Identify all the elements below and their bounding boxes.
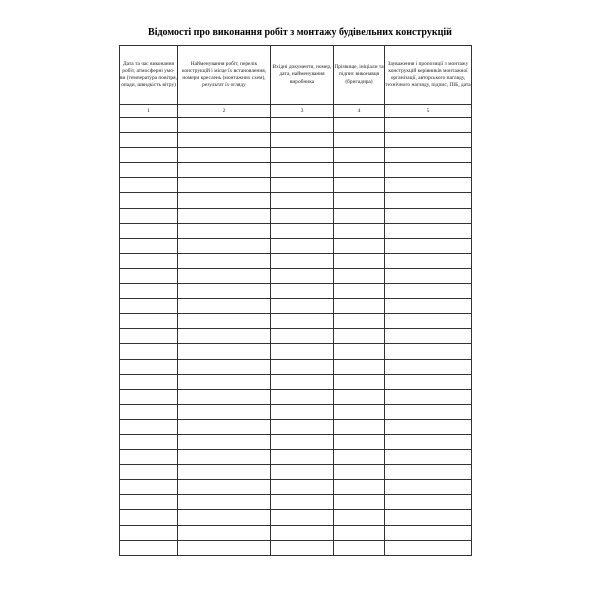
empty-cell xyxy=(385,434,472,449)
empty-cell xyxy=(334,118,385,133)
table-row xyxy=(120,404,472,419)
empty-cell xyxy=(385,389,472,404)
empty-cell xyxy=(334,148,385,163)
empty-cell xyxy=(385,374,472,389)
empty-cell xyxy=(120,299,178,314)
empty-cell xyxy=(178,389,271,404)
empty-cell xyxy=(271,223,334,238)
empty-cell xyxy=(271,419,334,434)
empty-cell xyxy=(178,253,271,268)
empty-cell xyxy=(271,193,334,208)
empty-cell xyxy=(271,465,334,480)
table-row xyxy=(120,434,472,449)
empty-cell xyxy=(120,178,178,193)
empty-cell xyxy=(178,223,271,238)
empty-cell xyxy=(271,238,334,253)
empty-cell xyxy=(385,465,472,480)
table-row xyxy=(120,299,472,314)
empty-cell xyxy=(385,495,472,510)
empty-cell xyxy=(271,299,334,314)
empty-cell xyxy=(271,268,334,283)
empty-cell xyxy=(385,329,472,344)
empty-cell xyxy=(334,389,385,404)
table-row xyxy=(120,510,472,525)
empty-cell xyxy=(178,284,271,299)
empty-cell xyxy=(178,163,271,178)
empty-cell xyxy=(120,253,178,268)
empty-cell xyxy=(334,223,385,238)
empty-cell xyxy=(334,193,385,208)
empty-cell xyxy=(334,299,385,314)
empty-cell xyxy=(334,450,385,465)
table-row xyxy=(120,238,472,253)
empty-cell xyxy=(178,178,271,193)
empty-cell xyxy=(334,359,385,374)
table-row xyxy=(120,314,472,329)
empty-cell xyxy=(385,148,472,163)
empty-cell xyxy=(120,525,178,540)
empty-cell xyxy=(385,344,472,359)
empty-cell xyxy=(334,344,385,359)
empty-cell xyxy=(271,434,334,449)
empty-cell xyxy=(334,404,385,419)
works-log-table xyxy=(119,45,472,556)
empty-cell xyxy=(120,163,178,178)
empty-cell xyxy=(120,389,178,404)
column-number: 3 xyxy=(271,105,334,118)
empty-cell xyxy=(120,540,178,555)
empty-cell xyxy=(385,163,472,178)
empty-cell xyxy=(271,404,334,419)
empty-cell xyxy=(120,118,178,133)
empty-cell xyxy=(120,480,178,495)
empty-cell xyxy=(120,208,178,223)
empty-cell xyxy=(178,404,271,419)
empty-cell xyxy=(271,525,334,540)
empty-cell xyxy=(178,434,271,449)
table-row xyxy=(120,148,472,163)
empty-cell xyxy=(385,510,472,525)
empty-cell xyxy=(120,344,178,359)
empty-cell xyxy=(385,284,472,299)
empty-cell xyxy=(271,374,334,389)
table-row xyxy=(120,495,472,510)
empty-cell xyxy=(120,495,178,510)
table-row xyxy=(120,223,472,238)
table-header-row xyxy=(120,46,472,105)
empty-cell xyxy=(120,284,178,299)
empty-cell xyxy=(178,525,271,540)
column-number: 2 xyxy=(178,105,271,118)
empty-cell xyxy=(178,374,271,389)
empty-cell xyxy=(271,495,334,510)
empty-cell xyxy=(178,193,271,208)
empty-cell xyxy=(178,133,271,148)
empty-cell xyxy=(120,133,178,148)
empty-cell xyxy=(385,525,472,540)
empty-cell xyxy=(178,329,271,344)
empty-cell xyxy=(178,540,271,555)
empty-cell xyxy=(271,480,334,495)
empty-cell xyxy=(385,480,472,495)
empty-cell xyxy=(385,404,472,419)
empty-cell xyxy=(178,148,271,163)
empty-cell xyxy=(178,510,271,525)
table-row xyxy=(120,465,472,480)
empty-cell xyxy=(120,193,178,208)
empty-cell xyxy=(271,148,334,163)
column-number-row xyxy=(120,105,472,118)
empty-cell xyxy=(385,359,472,374)
column-header-executor-signature: Прізвище, ініціали та підпис виконавця (бригадира) xyxy=(334,46,385,105)
table-row xyxy=(120,419,472,434)
empty-cell xyxy=(385,419,472,434)
table-row xyxy=(120,178,472,193)
empty-cell xyxy=(178,495,271,510)
empty-cell xyxy=(271,314,334,329)
table-body xyxy=(120,118,472,556)
empty-cell xyxy=(120,510,178,525)
empty-cell xyxy=(271,178,334,193)
empty-cell xyxy=(271,359,334,374)
empty-cell xyxy=(120,238,178,253)
column-number: 5 xyxy=(385,105,472,118)
column-header-input-documents: Вхідні документи, номер, дата, найменування виробника xyxy=(271,46,334,105)
table-row xyxy=(120,193,472,208)
table-row xyxy=(120,525,472,540)
empty-cell xyxy=(385,314,472,329)
empty-cell xyxy=(120,268,178,283)
empty-cell xyxy=(385,223,472,238)
empty-cell xyxy=(385,118,472,133)
empty-cell xyxy=(120,223,178,238)
empty-cell xyxy=(334,525,385,540)
empty-cell xyxy=(271,284,334,299)
empty-cell xyxy=(178,299,271,314)
empty-cell xyxy=(120,374,178,389)
empty-cell xyxy=(334,419,385,434)
empty-cell xyxy=(385,268,472,283)
table-row xyxy=(120,284,472,299)
empty-cell xyxy=(334,253,385,268)
empty-cell xyxy=(385,540,472,555)
empty-cell xyxy=(271,163,334,178)
empty-cell xyxy=(120,465,178,480)
empty-cell xyxy=(334,284,385,299)
empty-cell xyxy=(178,419,271,434)
empty-cell xyxy=(334,163,385,178)
table-row xyxy=(120,208,472,223)
empty-cell xyxy=(178,480,271,495)
empty-cell xyxy=(120,359,178,374)
empty-cell xyxy=(334,268,385,283)
empty-cell xyxy=(271,510,334,525)
empty-cell xyxy=(271,133,334,148)
empty-cell xyxy=(385,178,472,193)
empty-cell xyxy=(334,465,385,480)
empty-cell xyxy=(271,389,334,404)
empty-cell xyxy=(385,450,472,465)
empty-cell xyxy=(385,133,472,148)
table-row xyxy=(120,253,472,268)
empty-cell xyxy=(178,359,271,374)
empty-cell xyxy=(334,495,385,510)
column-header-date-conditions: Дата та час виконання робіт, атмосферні умо-ви (температура повітря, опади, швидкість вітру) xyxy=(120,46,178,105)
empty-cell xyxy=(178,450,271,465)
empty-cell xyxy=(334,510,385,525)
empty-cell xyxy=(120,419,178,434)
column-number: 1 xyxy=(120,105,178,118)
table-row xyxy=(120,480,472,495)
empty-cell xyxy=(334,434,385,449)
empty-cell xyxy=(120,434,178,449)
empty-cell xyxy=(271,540,334,555)
empty-cell xyxy=(178,118,271,133)
table-row xyxy=(120,329,472,344)
table-row xyxy=(120,374,472,389)
empty-cell xyxy=(120,329,178,344)
empty-cell xyxy=(178,465,271,480)
empty-cell xyxy=(334,133,385,148)
table-row xyxy=(120,133,472,148)
empty-cell xyxy=(334,178,385,193)
empty-cell xyxy=(178,344,271,359)
empty-cell xyxy=(271,253,334,268)
column-header-works-description: Найменування робіт, перелік конструкцій і місце їх встановлення, номери креслень (монтажних схем), результат їх огляду xyxy=(178,46,271,105)
empty-cell xyxy=(120,148,178,163)
empty-cell xyxy=(385,193,472,208)
table-row xyxy=(120,389,472,404)
empty-cell xyxy=(178,268,271,283)
empty-cell xyxy=(271,329,334,344)
table-row xyxy=(120,359,472,374)
table-row xyxy=(120,540,472,555)
empty-cell xyxy=(385,253,472,268)
empty-cell xyxy=(178,238,271,253)
table-row xyxy=(120,450,472,465)
empty-cell xyxy=(334,329,385,344)
empty-cell xyxy=(385,299,472,314)
empty-cell xyxy=(271,450,334,465)
table-row xyxy=(120,118,472,133)
empty-cell xyxy=(178,314,271,329)
table-row xyxy=(120,344,472,359)
empty-cell xyxy=(178,208,271,223)
empty-cell xyxy=(334,314,385,329)
empty-cell xyxy=(271,344,334,359)
column-number: 4 xyxy=(334,105,385,118)
empty-cell xyxy=(334,238,385,253)
empty-cell xyxy=(385,208,472,223)
empty-cell xyxy=(334,480,385,495)
empty-cell xyxy=(334,208,385,223)
page-title: Відомості про виконання робіт з монтажу будівельних конструкцій xyxy=(148,27,452,38)
empty-cell xyxy=(120,450,178,465)
empty-cell xyxy=(334,540,385,555)
empty-cell xyxy=(334,374,385,389)
empty-cell xyxy=(120,314,178,329)
empty-cell xyxy=(120,404,178,419)
empty-cell xyxy=(271,118,334,133)
table-row xyxy=(120,268,472,283)
column-header-remarks: Зауваження і пропозиції з монтажу конструкцій керівників монтажної організації, авторського нагляду, технічного нагляду, підпис, ПІБ, дата xyxy=(385,46,472,105)
table-row xyxy=(120,163,472,178)
empty-cell xyxy=(385,238,472,253)
empty-cell xyxy=(271,208,334,223)
